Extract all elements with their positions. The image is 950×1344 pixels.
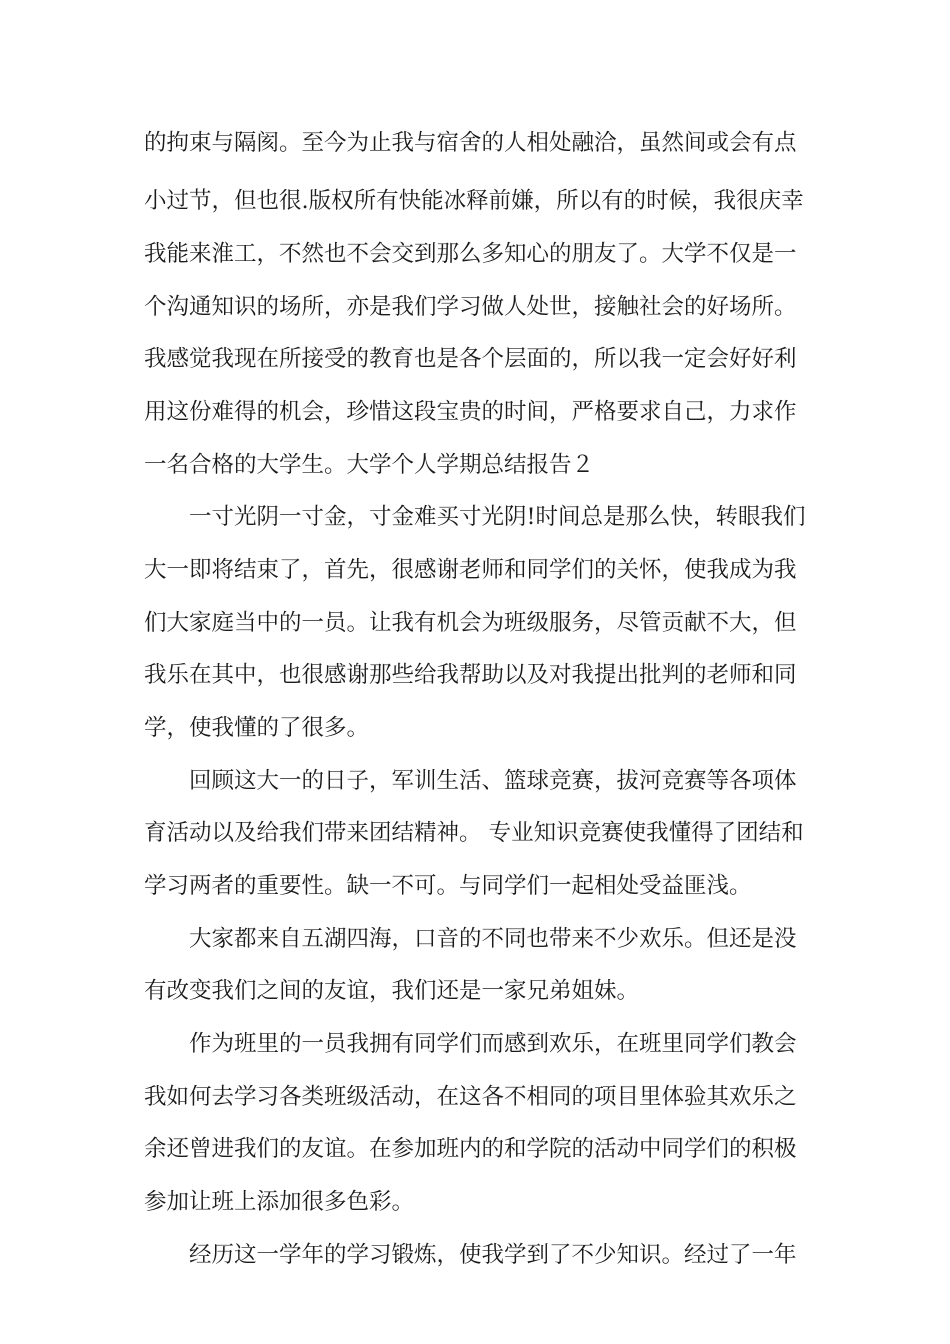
text-line: 的拘束与隔阂。至今为止我与宿舍的人相处融洽，虽然间或会有点 xyxy=(144,130,797,156)
text-line: 余还曾进我们的友谊。在参加班内的和学院的活动中同学们的积极 xyxy=(144,1136,797,1162)
text-line: 学，使我懂的了很多。 xyxy=(144,715,370,741)
text-line: 我能来淮工，不然也不会交到那么多知心的朋友了。大学不仅是一 xyxy=(144,241,797,267)
text-line: 大家都来自五湖四海，口音的不同也带来不少欢乐。但还是没 xyxy=(189,926,797,952)
text-line: 个沟通知识的场所，亦是我们学习做人处世，接触社会的好场所。 xyxy=(144,294,797,320)
text-line: 育活动以及给我们带来团结精神。 专业知识竞赛使我懂得了团结和 xyxy=(144,820,804,846)
text-line: 回顾这大一的日子，军训生活、篮球竞赛，拔河竞赛等各项体 xyxy=(189,768,797,794)
text-line: 我感觉我现在所接受的教育也是各个层面的，所以我一定会好好利 xyxy=(144,346,797,372)
text-line: 有改变我们之间的友谊，我们还是一家兄弟姐妹。 xyxy=(144,978,640,1004)
text-line: 学习两者的重要性。缺一不可。与同学们一起相处受益匪浅。 xyxy=(144,873,752,899)
text-line: 小过节，但也很.版权所有快能冰释前嫌，所以有的时候，我很庆幸 xyxy=(144,188,804,214)
text-line: 一寸光阴一寸金，寸金难买寸光阴!时间总是那么快，转眼我们 xyxy=(189,504,806,530)
text-line: 我乐在其中，也很感谢那些给我帮助以及对我提出批判的老师和同 xyxy=(144,662,797,688)
text-line: 作为班里的一员我拥有同学们而感到欢乐，在班里同学们教会 xyxy=(189,1031,797,1057)
text-line: 我如何去学习各类班级活动，在这各不相同的项目里体验其欢乐之 xyxy=(144,1084,797,1110)
text-line: 参加让班上添加很多色彩。 xyxy=(144,1189,415,1215)
text-line: 一名合格的大学生。大学个人学期总结报告２ xyxy=(144,452,595,478)
text-line: 们大家庭当中的一员。让我有机会为班级服务，尽管贡献不大，但 xyxy=(144,610,797,636)
text-line: 经历这一学年的学习锻炼，使我学到了不少知识。经过了一年 xyxy=(189,1242,797,1268)
text-line: 大一即将结束了，首先，很感谢老师和同学们的关怀，使我成为我 xyxy=(144,557,797,583)
text-line: 用这份难得的机会，珍惜这段宝贵的时间，严格要求自己，力求作 xyxy=(144,399,797,425)
